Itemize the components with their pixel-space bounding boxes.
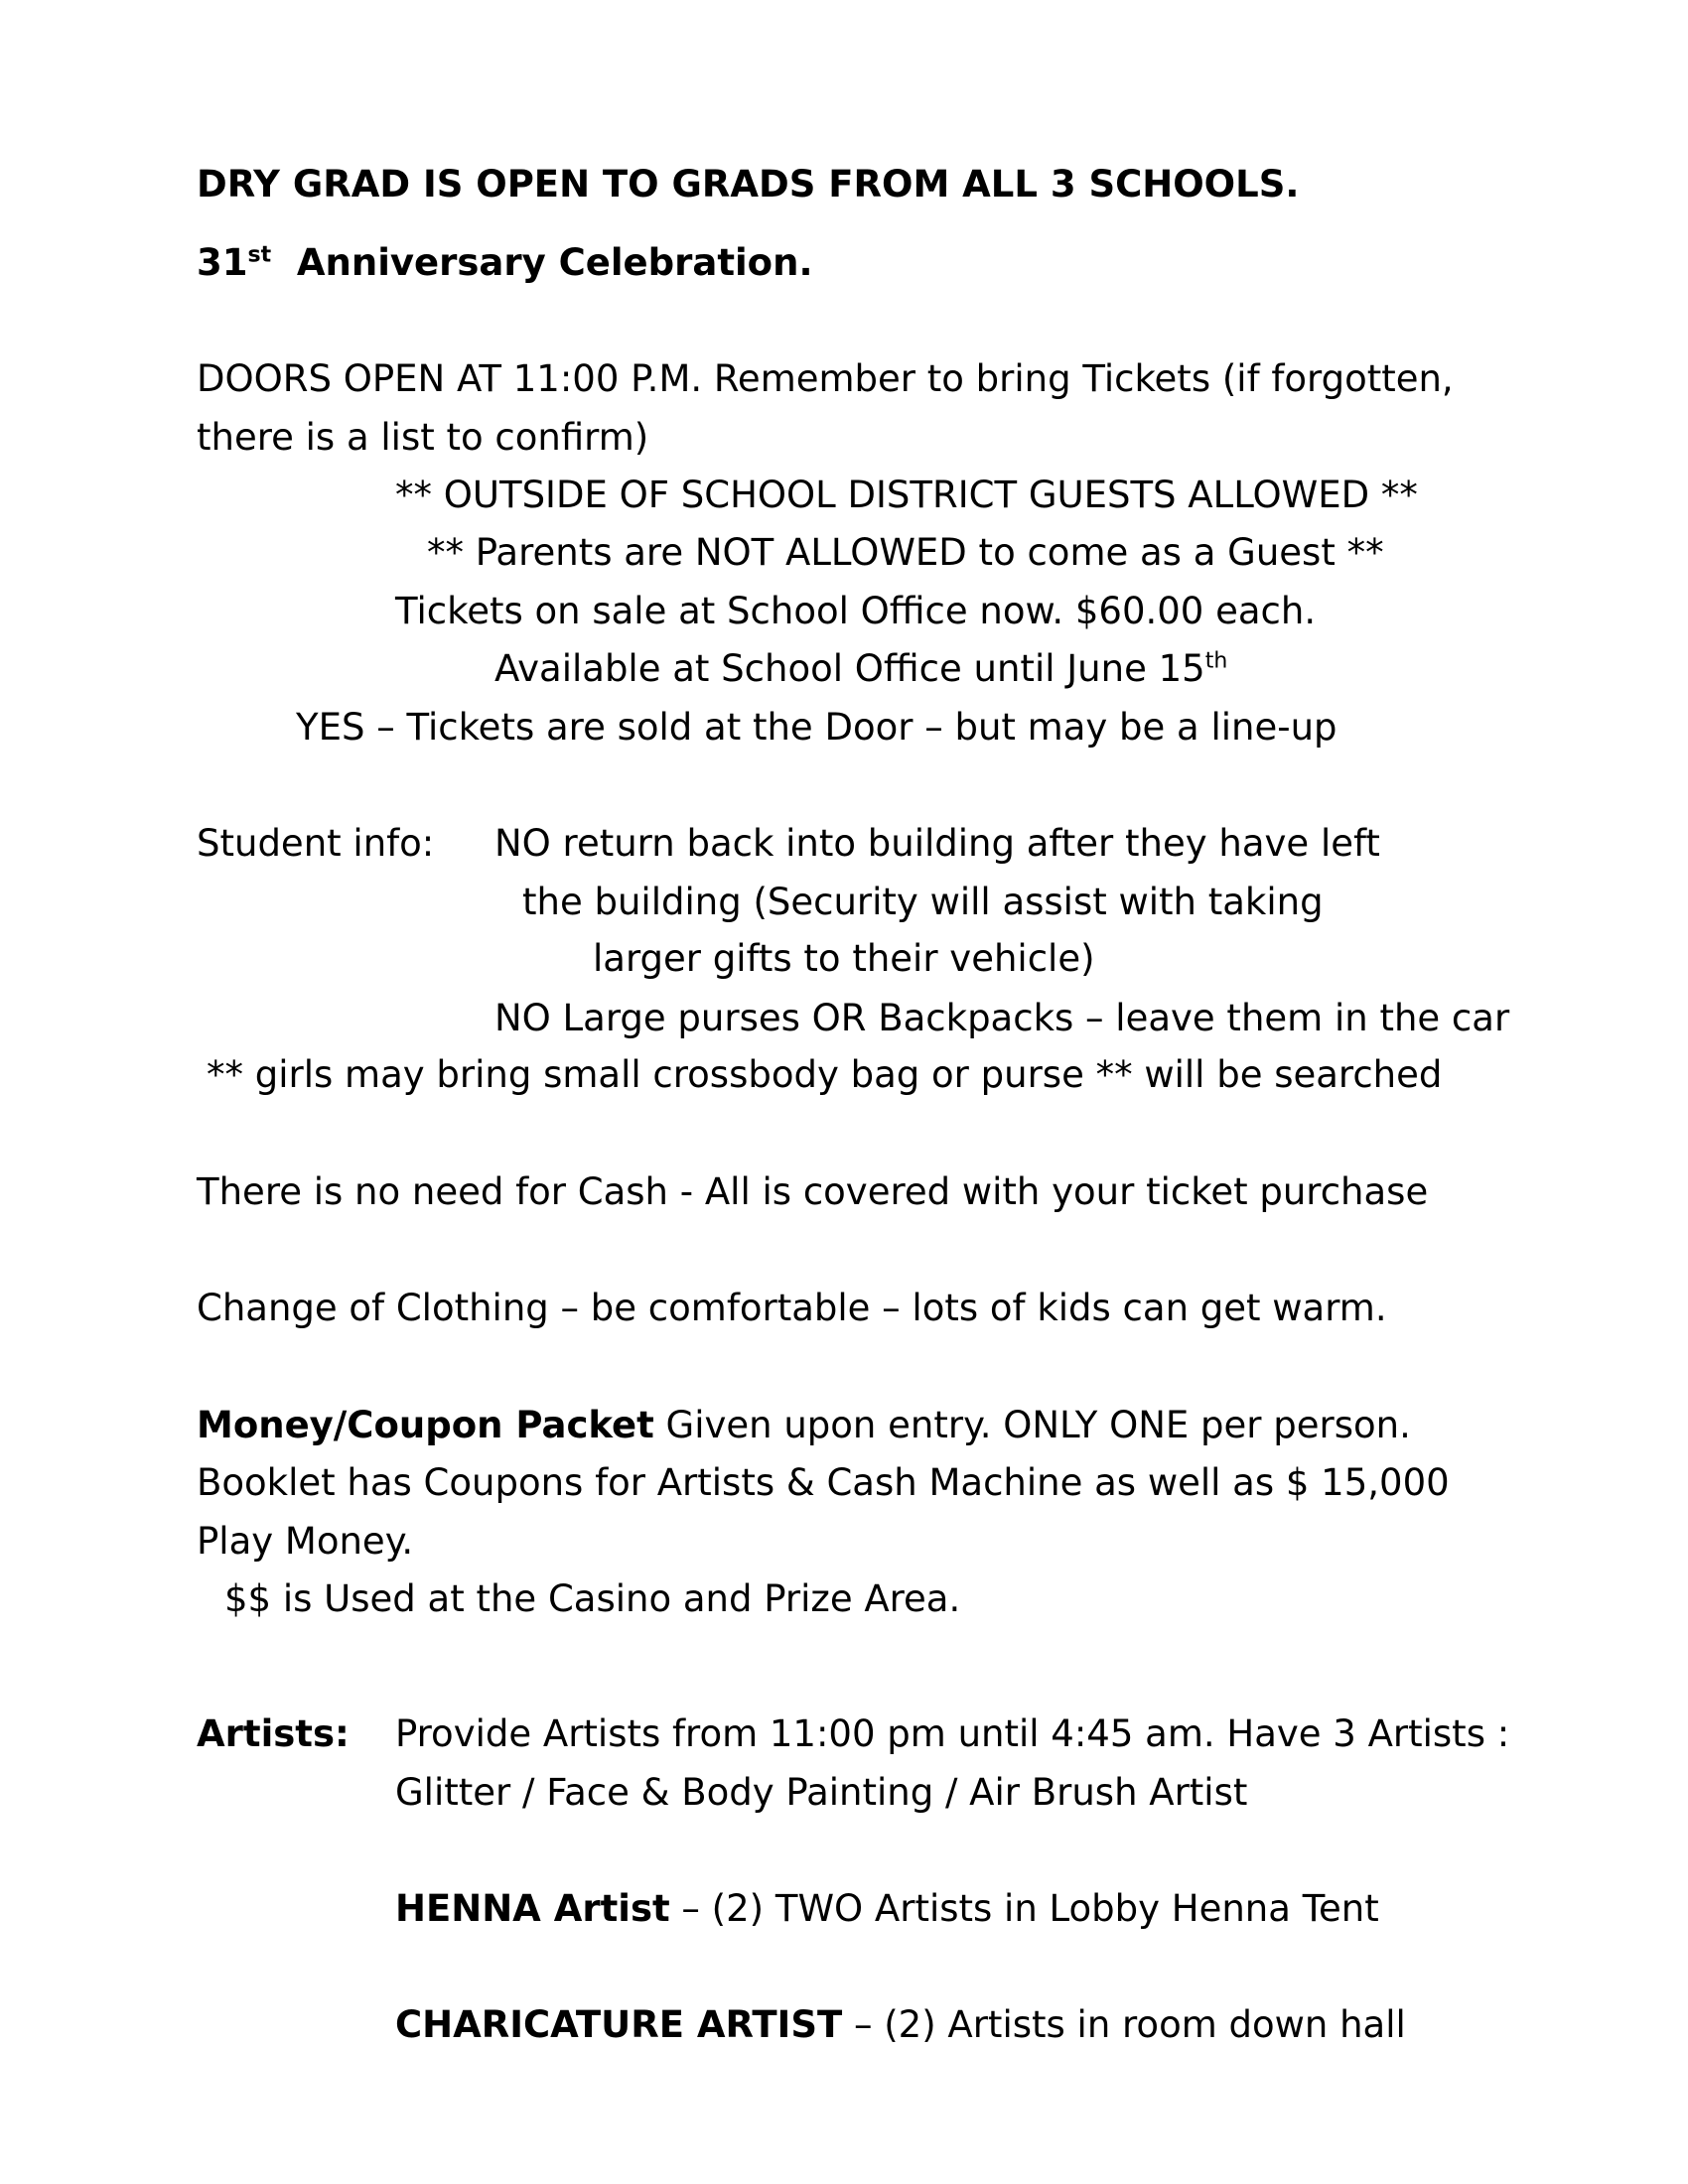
available-until-suffix: th — [1204, 648, 1228, 674]
money-packet-line-3: Play Money. — [197, 1520, 414, 1563]
money-packet-line-2: Booklet has Coupons for Artists & Cash Machine as well as $ 15,000 — [197, 1461, 1450, 1504]
guests-allowed-note: ** OUTSIDE OF SCHOOL DISTRICT GUESTS ALLOWED ** — [395, 474, 1418, 516]
artists-label: Artists: — [197, 1712, 350, 1755]
student-info-line-1: NO return back into building after they have left — [494, 822, 1380, 865]
doors-open-line: DOORS OPEN AT 11:00 P.M. Remember to bring Tickets (if forgotten, — [197, 357, 1454, 400]
caricature-artist-text: – (2) Artists in room down hall — [842, 2003, 1406, 2046]
money-packet-line-4: $$ is Used at the Casino and Prize Area. — [224, 1577, 961, 1620]
anniversary-line — [197, 239, 813, 287]
money-packet-line-1 — [197, 1402, 1411, 1449]
money-packet-text: Given upon entry. ONLY ONE per person. — [653, 1404, 1411, 1446]
anniversary-text: Anniversary Celebration. — [296, 241, 813, 284]
doors-open-line-2: there is a list to confirm) — [197, 416, 649, 459]
anniversary-number: 31 — [197, 241, 248, 284]
henna-artist-text: – (2) TWO Artists in Lobby Henna Tent — [669, 1887, 1379, 1930]
student-info-line-5: ** girls may bring small crossbody bag or purse ** will be searched — [207, 1053, 1443, 1096]
available-until — [494, 645, 1227, 693]
parents-not-allowed-note: ** Parents are NOT ALLOWED to come as a Guest ** — [427, 531, 1384, 574]
caricature-artist-line — [395, 2001, 1406, 2049]
student-info-line-4: NO Large purses OR Backpacks – leave them in the car — [494, 997, 1510, 1039]
student-info-line-3: larger gifts to their vehicle) — [593, 937, 1095, 980]
henna-artist-label: HENNA Artist — [395, 1887, 670, 1930]
student-info-label: Student info: — [197, 822, 435, 865]
cash-note: There is no need for Cash - All is covered with your ticket purchase — [197, 1170, 1429, 1213]
page-title: DRY GRAD IS OPEN TO GRADS FROM ALL 3 SCHOOLS. — [197, 163, 1300, 205]
clothing-note: Change of Clothing – be comfortable – lots of kids can get warm. — [197, 1287, 1387, 1329]
money-packet-label: Money/Coupon Packet — [197, 1404, 654, 1446]
sold-at-door: YES – Tickets are sold at the Door – but may be a line-up — [296, 706, 1337, 749]
henna-artist-line — [395, 1885, 1379, 1933]
tickets-on-sale: Tickets on sale at School Office now. $60.00 each. — [395, 590, 1317, 632]
artists-line-1: Provide Artists from 11:00 pm until 4:45 am. Have 3 Artists : — [395, 1712, 1510, 1755]
artists-line-2: Glitter / Face & Body Painting / Air Brush Artist — [395, 1771, 1248, 1814]
student-info-line-2: the building (Security will assist with taking — [522, 881, 1324, 923]
caricature-artist-label: CHARICATURE ARTIST — [395, 2003, 843, 2046]
anniversary-suffix: st — [247, 242, 272, 268]
available-until-text: Available at School Office until June 15 — [494, 647, 1205, 690]
